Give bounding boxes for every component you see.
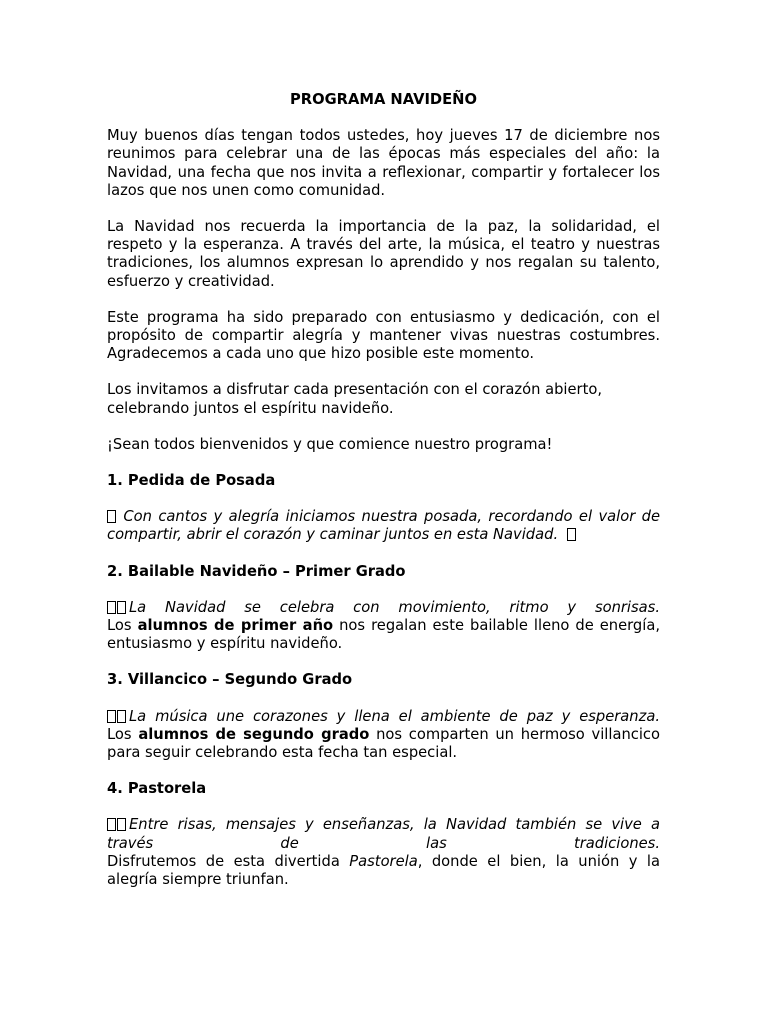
body-text-post: nos regalan este bailable lleno de energía, entusiasmo y espíritu navideño. (107, 617, 660, 653)
section-heading-bailable: 2. Bailable Navideño – Primer Grado (107, 562, 406, 580)
paragraph-thanks: Este programa ha sido preparado con entusiasmo y dedicación, con el propósito de compartir alegría y mantener vivas nuestras costumbres. Agradecemos a cada uno que hizo posible este momento. (107, 308, 660, 363)
section-heading-villancico: 3. Villancico – Segundo Grado (107, 671, 353, 689)
section-intro-posada (107, 508, 660, 544)
body-text-pre: Los (107, 725, 139, 743)
body-text-italic: Pastorela (349, 852, 418, 870)
section-intro-text: Con cantos y alegría iniciamos nuestra posada, recordando el valor de compartir, abrir el corazón y caminar juntos en esta Navidad. (107, 508, 660, 544)
body-text-bold: alumnos de segundo grado (138, 725, 370, 743)
section-intro-line (107, 816, 660, 852)
paragraph-invitation: Los invitamos a disfrutar cada presentación con el corazón abierto, celebrando juntos el espíritu navideño. (107, 381, 602, 417)
body-text-bold: alumnos de primer año (137, 617, 334, 635)
section-body-text (107, 853, 660, 889)
document-title: PROGRAMA NAVIDEÑO (290, 91, 477, 108)
section-body-pastorela (107, 816, 660, 889)
section-body-bailable (107, 599, 660, 654)
section-heading-posada: 1. Pedida de Posada (107, 472, 276, 490)
missing-glyph-icon (107, 816, 127, 834)
section-body-villancico (107, 708, 660, 763)
missing-glyph-icon (107, 599, 127, 617)
section-body-text (107, 617, 660, 653)
section-heading-pastorela: 4. Pastorela (107, 780, 207, 798)
document-page (107, 91, 660, 889)
body-text-post: , donde el bien, la unión y la alegría siempre triunfan. (107, 852, 660, 889)
missing-glyph-icon (567, 528, 576, 541)
section-intro-text: La Navidad se celebra con movimiento, ritmo y sonrisas. (129, 598, 660, 616)
body-text-pre: Los (107, 617, 138, 635)
paragraph-values: La Navidad nos recuerda la importancia de la paz, la solidaridad, el respeto y la esperanza. A través del arte, la música, el teatro y nuestras tradiciones, los alumnos expresan lo aprendido y nos regalan su talento, esfuerzo y creatividad. (107, 218, 660, 290)
paragraph-welcome: ¡Sean todos bienvenidos y que comience nuestro programa! (107, 435, 553, 453)
section-intro-line (107, 708, 660, 726)
body-text-pre: Disfrutemos de esta divertida (107, 852, 350, 870)
section-body-text (107, 726, 660, 762)
missing-glyph-icon (107, 708, 127, 726)
section-intro-text: Entre risas, mensajes y enseñanzas, la Navidad también se vive a través de las tradiciones. (107, 816, 660, 852)
missing-glyph-icon (107, 510, 116, 523)
body-text-post: nos comparten un hermoso villancico para seguir celebrando esta fecha tan especial. (107, 725, 660, 762)
section-intro-line (107, 599, 660, 617)
section-intro-text: La música une corazones y llena el ambiente de paz y esperanza. (129, 707, 660, 725)
paragraph-greeting: Muy buenos días tengan todos ustedes, hoy jueves 17 de diciembre nos reunimos para celebrar una de las épocas más especiales del año: la Navidad, una fecha que nos invita a reflexionar, compartir y fortalecer los lazos que nos unen como comunidad. (107, 127, 660, 199)
